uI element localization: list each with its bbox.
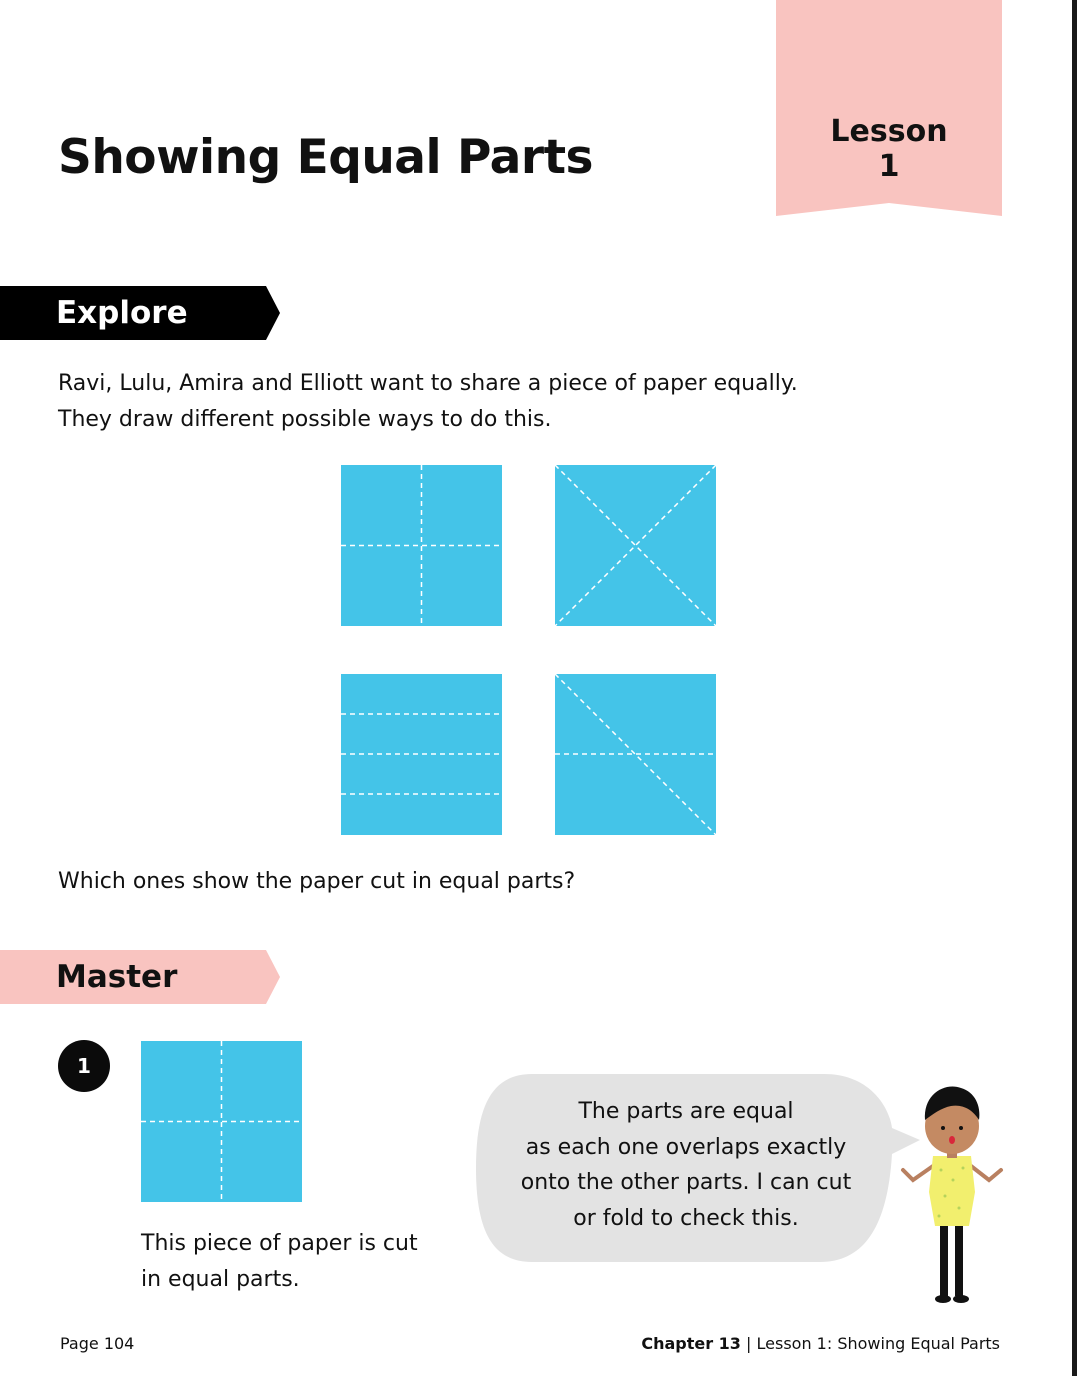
question-number-badge: 1 [58,1040,110,1092]
page-title: Showing Equal Parts [58,130,594,185]
master-caption-line-2: in equal parts. [141,1267,300,1292]
speech-line-2: as each one overlaps exactly [525,1134,847,1160]
lesson-label [776,114,1002,184]
explore-section-tag [0,286,282,340]
speech-bubble [472,1070,924,1266]
footer-chapter: Chapter 13 [641,1334,741,1353]
footer-separator: | [746,1334,752,1353]
explore-intro-line-2: They draw different possible ways to do this. [58,407,552,432]
speech-text [492,1094,880,1236]
boy-character-illustration [893,1070,1013,1310]
paper-square-horizontal-strips [341,674,502,835]
footer-lesson: Lesson 1: Showing Equal Parts [756,1334,1000,1353]
paper-square-diagonal-x [555,465,716,626]
page-edge [1072,0,1077,1376]
master-section-tag [0,950,282,1004]
paper-square-quarters-cross [341,465,502,626]
explore-intro-line-1: Ravi, Lulu, Amira and Elliott want to share a piece of paper equally. [58,371,798,396]
paper-square-unequal-parts [555,674,716,835]
speech-line-3: onto the other parts. I can cut [520,1170,852,1195]
lesson-word: Lesson [830,114,948,149]
explore-label: Explore [56,295,188,331]
speech-line-1: The parts are equal [578,1099,794,1124]
explore-question: Which ones show the paper cut in equal parts? [58,869,576,894]
footer-chapter-lesson [641,1334,1000,1353]
master-paper-square [141,1041,302,1202]
master-caption [141,1226,418,1298]
master-label: Master [56,959,178,995]
lesson-number: 1 [878,149,900,184]
lesson-banner [776,0,1002,217]
explore-intro [58,366,798,438]
master-caption-line-1: This piece of paper is cut [141,1231,418,1256]
lesson-banner-shape [776,0,1002,217]
page-number: Page 104 [60,1334,135,1353]
speech-line-4: or fold to check this. [573,1205,799,1231]
